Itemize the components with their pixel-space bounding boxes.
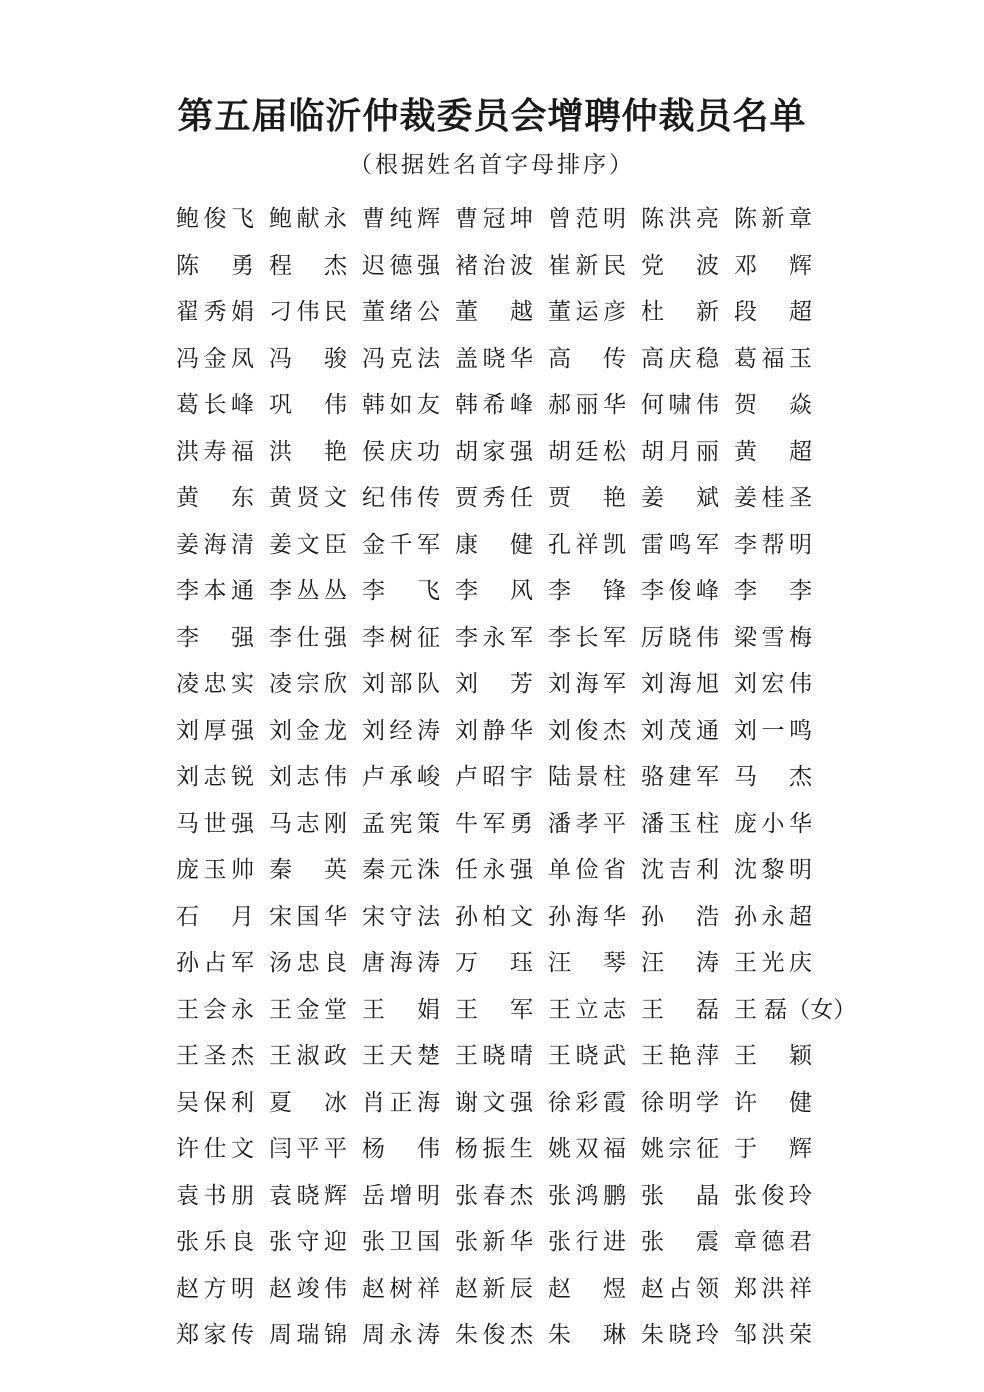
name-row — [176, 894, 896, 941]
arbitrator-name: 黄贤文 — [269, 485, 347, 512]
arbitrator-name: 姜文臣 — [269, 531, 347, 558]
arbitrator-name: 沈黎明 — [734, 857, 812, 884]
arbitrator-name: 刘俊杰 — [548, 717, 626, 744]
arbitrator-name: 杜 新 — [641, 299, 719, 326]
arbitrator-name: 王 军 — [455, 996, 533, 1023]
arbitrator-name: 刘一鸣 — [734, 717, 812, 744]
arbitrator-name: 张鸿鹏 — [548, 1182, 626, 1209]
arbitrator-name: 曹纯辉 — [362, 206, 440, 233]
arbitrator-name: 朱俊杰 — [455, 1322, 533, 1349]
arbitrator-name: 赵竣伟 — [269, 1275, 347, 1302]
arbitrator-name: 袁书朋 — [176, 1182, 254, 1209]
arbitrator-name: 陈新章 — [734, 206, 812, 233]
arbitrator-name: 宋守法 — [362, 903, 440, 930]
arbitrator-name: 凌忠实 — [176, 671, 254, 698]
arbitrator-name: 徐彩霞 — [548, 1089, 626, 1116]
name-row — [176, 847, 896, 894]
arbitrator-name: 沈吉利 — [641, 857, 719, 884]
arbitrator-name: 陆景柱 — [548, 764, 626, 791]
arbitrator-name: 王艳萍 — [641, 1043, 719, 1070]
arbitrator-name: 杨 伟 — [362, 1136, 440, 1163]
arbitrator-name: 姚宗征 — [641, 1136, 719, 1163]
arbitrator-name: 姜桂圣 — [734, 485, 812, 512]
arbitrator-name: 姜 斌 — [641, 485, 719, 512]
arbitrator-name: 刘厚强 — [176, 717, 254, 744]
document-title: 第五届临沂仲裁委员会增聘仲裁员名单 — [177, 95, 807, 137]
arbitrator-name: 葛长峰 — [176, 392, 254, 419]
arbitrator-name: 贺 焱 — [734, 392, 812, 419]
arbitrator-name: 马志刚 — [269, 810, 347, 837]
name-list — [176, 196, 896, 1359]
arbitrator-name: 黄 东 — [176, 485, 254, 512]
arbitrator-name: 邓 辉 — [734, 252, 812, 279]
name-row — [176, 568, 896, 615]
arbitrator-name: 刘宏伟 — [734, 671, 812, 698]
arbitrator-name: 高 传 — [548, 345, 626, 372]
arbitrator-name: 雷鸣军 — [641, 531, 719, 558]
arbitrator-name: 程 杰 — [269, 252, 347, 279]
arbitrator-name: 曹冠坤 — [455, 206, 533, 233]
arbitrator-name: 朱晓玲 — [641, 1322, 719, 1349]
arbitrator-name: 章德君 — [734, 1229, 812, 1256]
arbitrator-name: 王光庆 — [734, 950, 812, 977]
arbitrator-name: 王金堂 — [269, 996, 347, 1023]
arbitrator-name: 潘玉柱 — [641, 810, 719, 837]
name-row — [176, 336, 896, 383]
arbitrator-name: 唐海涛 — [362, 950, 440, 977]
arbitrator-name: 许仕文 — [176, 1136, 254, 1163]
arbitrator-name: 孔祥凯 — [548, 531, 626, 558]
arbitrator-name: 康 健 — [455, 531, 533, 558]
arbitrator-name: 纪伟传 — [362, 485, 440, 512]
arbitrator-name: 刘海军 — [548, 671, 626, 698]
arbitrator-name: 许 健 — [734, 1089, 812, 1116]
name-row — [176, 940, 896, 987]
arbitrator-name: 凌宗欣 — [269, 671, 347, 698]
arbitrator-name: 王 颖 — [734, 1043, 812, 1070]
arbitrator-name: 于 辉 — [734, 1136, 812, 1163]
arbitrator-name: 闫平平 — [269, 1136, 347, 1163]
name-row — [176, 243, 896, 290]
arbitrator-name: 鲍献永 — [269, 206, 347, 233]
arbitrator-name: 赵 煜 — [548, 1275, 626, 1302]
arbitrator-name: 何啸伟 — [641, 392, 719, 419]
arbitrator-name: 葛福玉 — [734, 345, 812, 372]
arbitrator-name: 王淑政 — [269, 1043, 347, 1070]
arbitrator-name: 张行进 — [548, 1229, 626, 1256]
arbitrator-name: 岳增明 — [362, 1182, 440, 1209]
arbitrator-name: 张 震 — [641, 1229, 719, 1256]
arbitrator-name: 迟德强 — [362, 252, 440, 279]
arbitrator-name: 鲍俊飞 — [176, 206, 254, 233]
name-row — [176, 1033, 896, 1080]
arbitrator-name: 骆建军 — [641, 764, 719, 791]
name-row — [176, 615, 896, 662]
arbitrator-name: 周永涛 — [362, 1322, 440, 1349]
name-row — [176, 196, 896, 243]
arbitrator-name: 董运彦 — [548, 299, 626, 326]
arbitrator-name: 邹洪荣 — [734, 1322, 812, 1349]
arbitrator-name: 孙柏文 — [455, 903, 533, 930]
arbitrator-name: 王会永 — [176, 996, 254, 1023]
arbitrator-name: 王天楚 — [362, 1043, 440, 1070]
name-row — [176, 1312, 896, 1359]
arbitrator-name: 汤忠良 — [269, 950, 347, 977]
arbitrator-name: 刁伟民 — [269, 299, 347, 326]
arbitrator-name: 马 杰 — [734, 764, 812, 791]
arbitrator-name: 郑家传 — [176, 1322, 254, 1349]
arbitrator-name: 胡月丽 — [641, 438, 719, 465]
name-row — [176, 708, 896, 755]
arbitrator-name: 王圣杰 — [176, 1043, 254, 1070]
arbitrator-name: 刘 芳 — [455, 671, 533, 698]
arbitrator-name: 夏 冰 — [269, 1089, 347, 1116]
arbitrator-name: 孙 浩 — [641, 903, 719, 930]
arbitrator-name: 刘经涛 — [362, 717, 440, 744]
arbitrator-name: 王晓晴 — [455, 1043, 533, 1070]
arbitrator-name: 王 娟 — [362, 996, 440, 1023]
arbitrator-name: 杨振生 — [455, 1136, 533, 1163]
arbitrator-name: 吴保利 — [176, 1089, 254, 1116]
arbitrator-name: 党 波 — [641, 252, 719, 279]
arbitrator-name: 石 月 — [176, 903, 254, 930]
name-row — [176, 661, 896, 708]
arbitrator-name: 张俊玲 — [734, 1182, 812, 1209]
arbitrator-name: 肖正海 — [362, 1089, 440, 1116]
arbitrator-name: 张 晶 — [641, 1182, 719, 1209]
arbitrator-name: 徐明学 — [641, 1089, 719, 1116]
arbitrator-name: 张乐良 — [176, 1229, 254, 1256]
arbitrator-name: 牛军勇 — [455, 810, 533, 837]
arbitrator-name: 盖晓华 — [455, 345, 533, 372]
arbitrator-name: 秦元洙 — [362, 857, 440, 884]
arbitrator-name: 陈 勇 — [176, 252, 254, 279]
arbitrator-name: 孙海华 — [548, 903, 626, 930]
arbitrator-name: 李 李 — [734, 578, 812, 605]
arbitrator-name: 李 锋 — [548, 578, 626, 605]
document-subtitle: （根据姓名首字母排序） — [349, 152, 635, 178]
arbitrator-name: 朱 琳 — [548, 1322, 626, 1349]
name-row — [176, 1126, 896, 1173]
name-row — [176, 382, 896, 429]
name-row — [176, 429, 896, 476]
arbitrator-name: 厉晓伟 — [641, 624, 719, 651]
arbitrator-name: 冯金凤 — [176, 345, 254, 372]
arbitrator-name: 郑洪祥 — [734, 1275, 812, 1302]
name-row — [176, 987, 896, 1034]
arbitrator-name: 黄 超 — [734, 438, 812, 465]
name-row — [176, 1219, 896, 1266]
arbitrator-name: 秦 英 — [269, 857, 347, 884]
arbitrator-name: 胡家强 — [455, 438, 533, 465]
arbitrator-name: 王 磊 — [641, 996, 719, 1023]
arbitrator-name: 庞玉帅 — [176, 857, 254, 884]
arbitrator-name: 姚双福 — [548, 1136, 626, 1163]
arbitrator-name: 郝丽华 — [548, 392, 626, 419]
name-row — [176, 1080, 896, 1127]
arbitrator-name: 刘茂通 — [641, 717, 719, 744]
arbitrator-name: 刘海旭 — [641, 671, 719, 698]
name-row — [176, 475, 896, 522]
arbitrator-name: 刘志锐 — [176, 764, 254, 791]
name-row — [176, 754, 896, 801]
arbitrator-name: 刘志伟 — [269, 764, 347, 791]
arbitrator-name: 贾秀任 — [455, 485, 533, 512]
arbitrator-name: 谢文强 — [455, 1089, 533, 1116]
arbitrator-name: 张卫国 — [362, 1229, 440, 1256]
arbitrator-name: 董绪公 — [362, 299, 440, 326]
arbitrator-name: 孟宪策 — [362, 810, 440, 837]
arbitrator-name: 张新华 — [455, 1229, 533, 1256]
arbitrator-name: 刘静华 — [455, 717, 533, 744]
arbitrator-name: 王 磊（女） — [734, 996, 857, 1023]
arbitrator-name: 冯克法 — [362, 345, 440, 372]
arbitrator-name: 刘部队 — [362, 671, 440, 698]
arbitrator-name: 李丛丛 — [269, 578, 347, 605]
arbitrator-name: 褚治波 — [455, 252, 533, 279]
arbitrator-name: 翟秀娟 — [176, 299, 254, 326]
arbitrator-name: 任永强 — [455, 857, 533, 884]
arbitrator-name: 李长军 — [548, 624, 626, 651]
arbitrator-name: 赵新辰 — [455, 1275, 533, 1302]
arbitrator-name: 陈洪亮 — [641, 206, 719, 233]
arbitrator-name: 汪 琴 — [548, 950, 626, 977]
name-row — [176, 801, 896, 848]
arbitrator-name: 曾范明 — [548, 206, 626, 233]
arbitrator-name: 万 珏 — [455, 950, 533, 977]
arbitrator-name: 单俭省 — [548, 857, 626, 884]
arbitrator-name: 刘金龙 — [269, 717, 347, 744]
arbitrator-name: 崔新民 — [548, 252, 626, 279]
arbitrator-name: 胡廷松 — [548, 438, 626, 465]
arbitrator-name: 李 强 — [176, 624, 254, 651]
arbitrator-name: 孙占军 — [176, 950, 254, 977]
arbitrator-name: 冯 骏 — [269, 345, 347, 372]
arbitrator-name: 赵占领 — [641, 1275, 719, 1302]
arbitrator-name: 周瑞锦 — [269, 1322, 347, 1349]
arbitrator-name: 李永军 — [455, 624, 533, 651]
arbitrator-name: 洪寿福 — [176, 438, 254, 465]
arbitrator-name: 李本通 — [176, 578, 254, 605]
arbitrator-name: 王晓武 — [548, 1043, 626, 1070]
arbitrator-name: 贾 艳 — [548, 485, 626, 512]
arbitrator-name: 赵方明 — [176, 1275, 254, 1302]
arbitrator-name: 马世强 — [176, 810, 254, 837]
arbitrator-name: 高庆稳 — [641, 345, 719, 372]
arbitrator-name: 金千军 — [362, 531, 440, 558]
arbitrator-name: 李 风 — [455, 578, 533, 605]
arbitrator-name: 卢昭宇 — [455, 764, 533, 791]
arbitrator-name: 洪 艳 — [269, 438, 347, 465]
arbitrator-name: 李仕强 — [269, 624, 347, 651]
name-row — [176, 522, 896, 569]
arbitrator-name: 李树征 — [362, 624, 440, 651]
arbitrator-name: 侯庆功 — [362, 438, 440, 465]
arbitrator-name: 张春杰 — [455, 1182, 533, 1209]
arbitrator-name: 赵树祥 — [362, 1275, 440, 1302]
arbitrator-name: 李帮明 — [734, 531, 812, 558]
arbitrator-name: 段 超 — [734, 299, 812, 326]
arbitrator-name: 韩希峰 — [455, 392, 533, 419]
arbitrator-name: 巩 伟 — [269, 392, 347, 419]
arbitrator-name: 姜海清 — [176, 531, 254, 558]
arbitrator-name: 董 越 — [455, 299, 533, 326]
name-row — [176, 1173, 896, 1220]
arbitrator-name: 王立志 — [548, 996, 626, 1023]
arbitrator-name: 潘孝平 — [548, 810, 626, 837]
name-row — [176, 1266, 896, 1313]
arbitrator-name: 汪 涛 — [641, 950, 719, 977]
arbitrator-name: 宋国华 — [269, 903, 347, 930]
arbitrator-name: 张守迎 — [269, 1229, 347, 1256]
arbitrator-name: 李 飞 — [362, 578, 440, 605]
arbitrator-name: 梁雪梅 — [734, 624, 812, 651]
arbitrator-name: 庞小华 — [734, 810, 812, 837]
arbitrator-name: 孙永超 — [734, 903, 812, 930]
arbitrator-name: 袁晓辉 — [269, 1182, 347, 1209]
name-row — [176, 289, 896, 336]
arbitrator-name: 卢承峻 — [362, 764, 440, 791]
arbitrator-name: 韩如友 — [362, 392, 440, 419]
arbitrator-name: 李俊峰 — [641, 578, 719, 605]
